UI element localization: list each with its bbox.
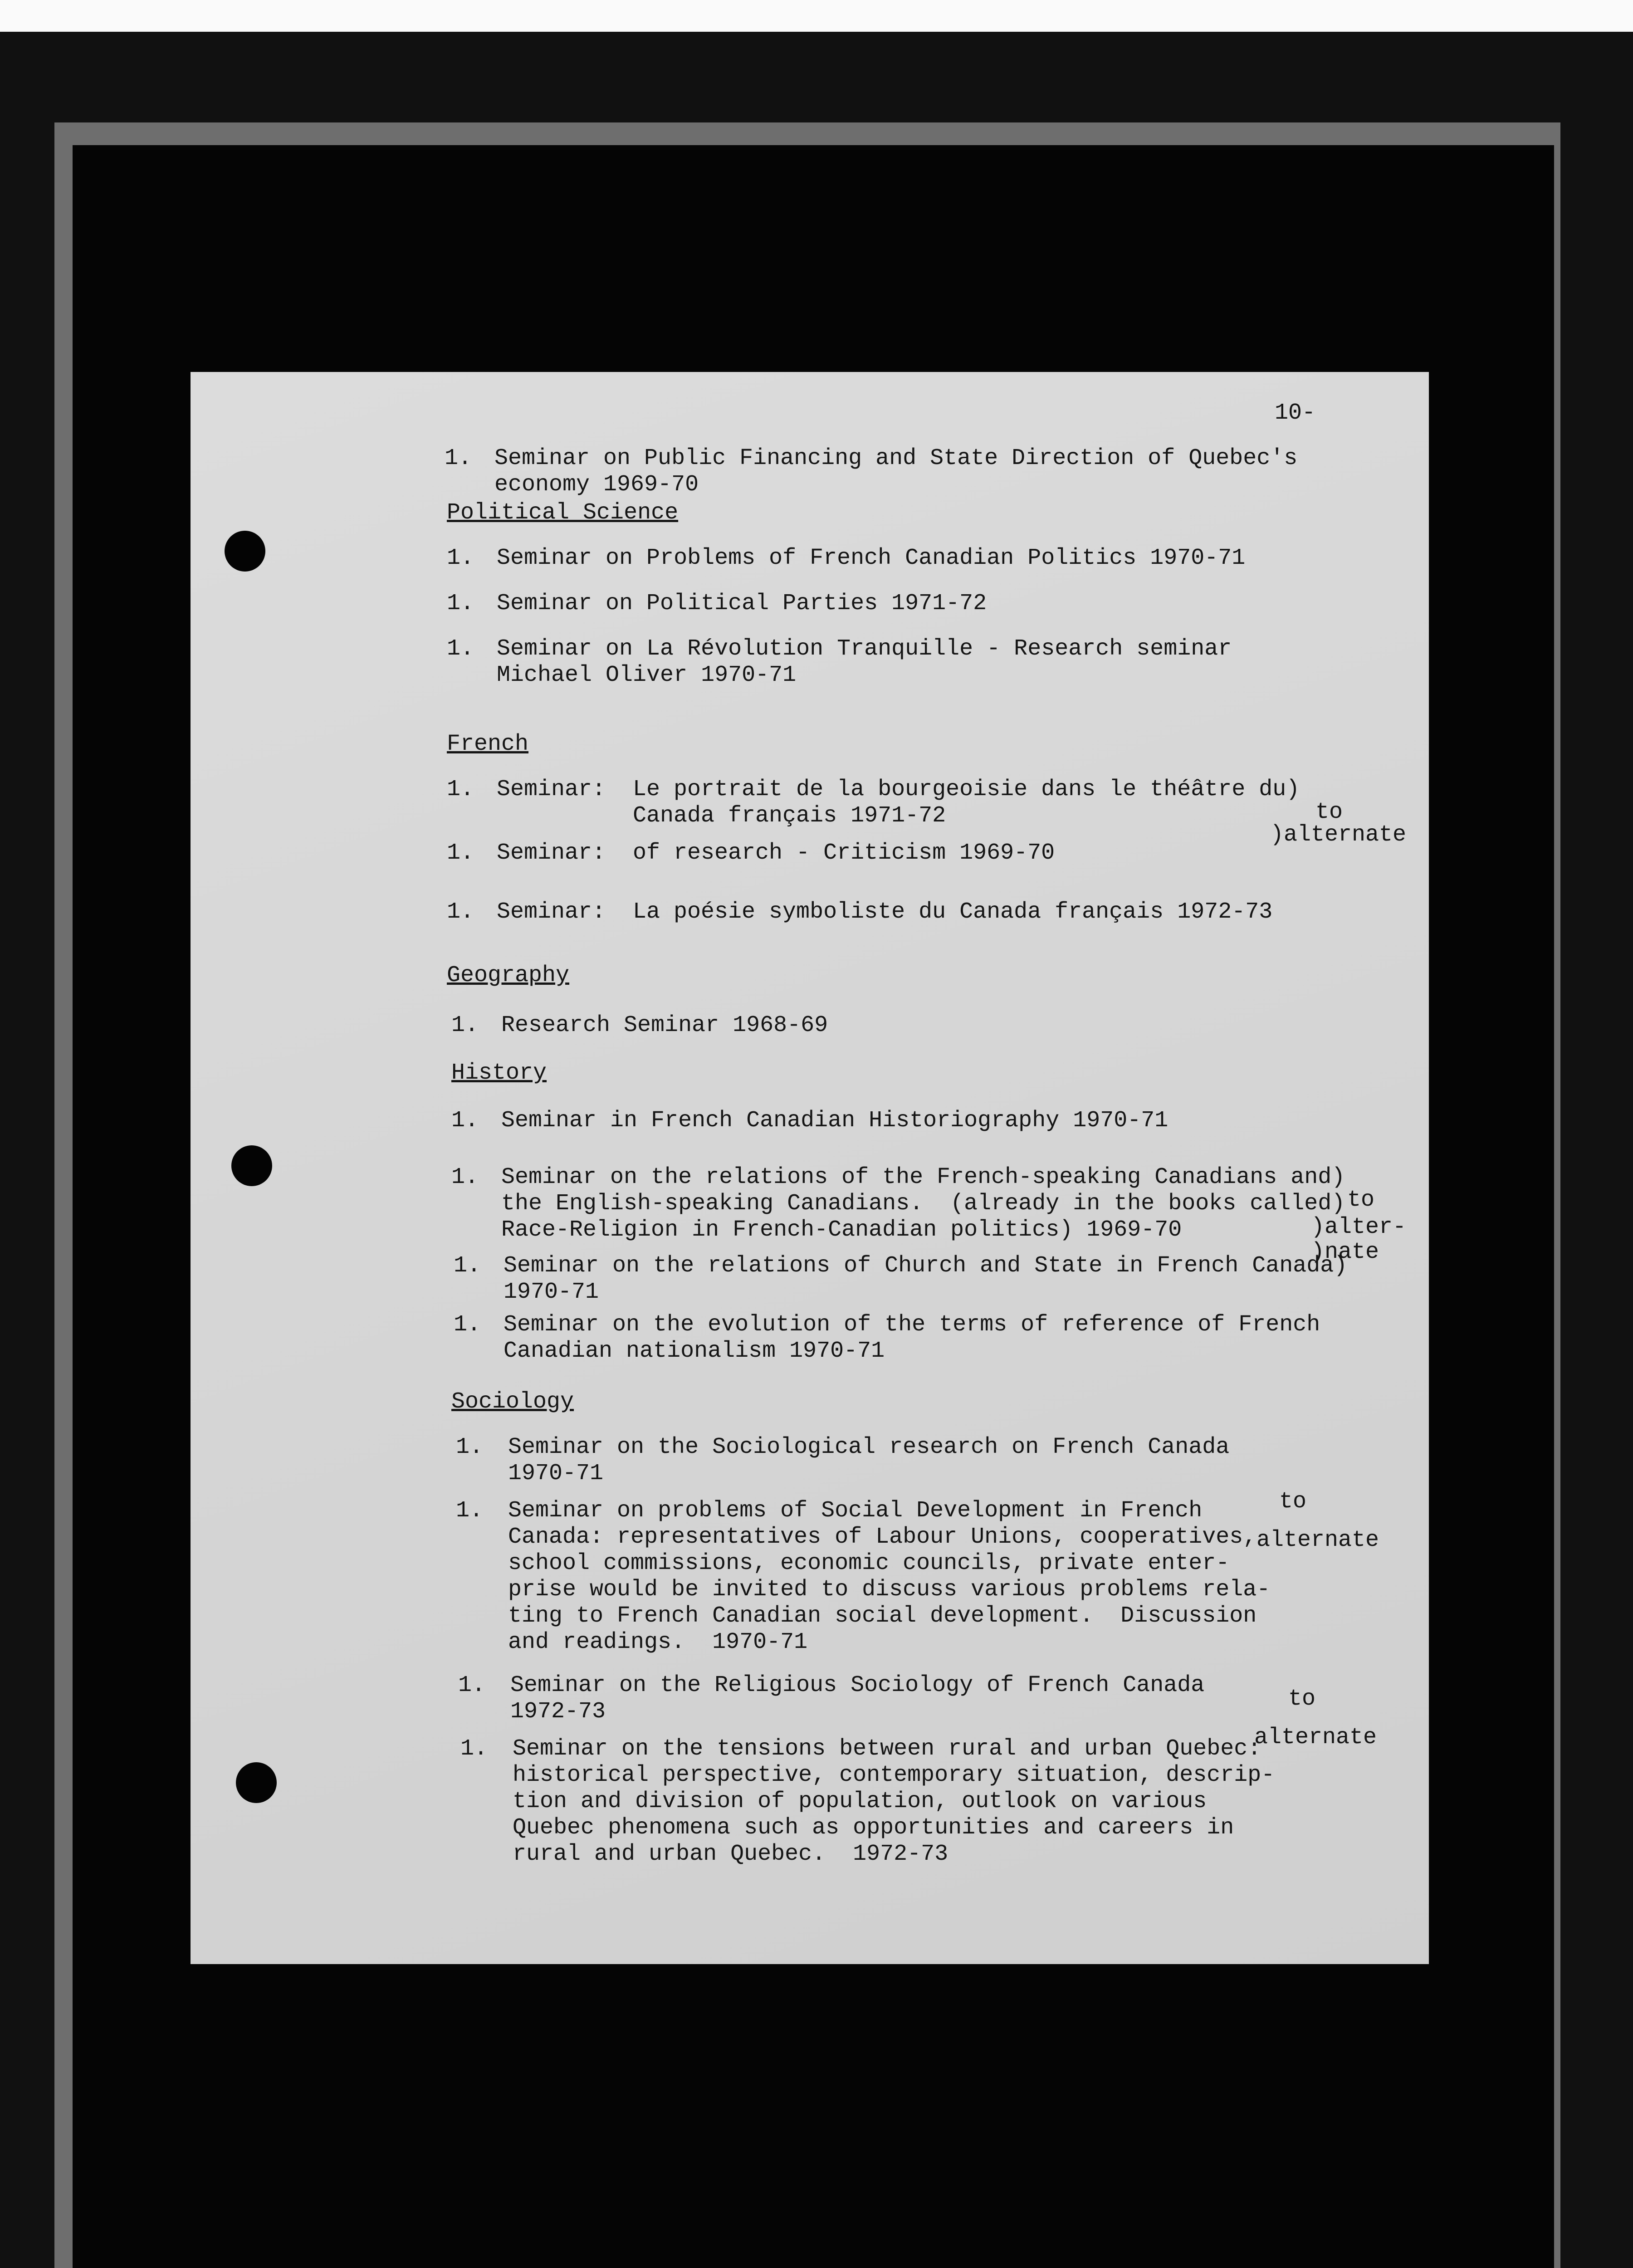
punch-hole-bottom <box>236 1762 277 1803</box>
item-number: 1. <box>458 1672 486 1698</box>
item-label: Seminar: <box>497 777 606 802</box>
item-line: Canadian nationalism 1970-71 <box>504 1338 885 1364</box>
page-number: 10- <box>1275 400 1316 426</box>
item-line: Race-Religion in French-Canadian politics) 1969-70 <box>501 1217 1182 1243</box>
item-line: ting to French Canadian social development. Discussion <box>508 1603 1257 1629</box>
item-line: Seminar on the evolution of the terms of reference of French <box>504 1312 1320 1338</box>
item-line: Quebec phenomena such as opportunities and careers in <box>513 1815 1234 1841</box>
item-line: Seminar on Problems of French Canadian Politics 1970-71 <box>497 545 1246 571</box>
alternate-note: alternate <box>1257 1527 1379 1553</box>
item-number: 1. <box>447 840 474 866</box>
item-number: 1. <box>447 899 474 925</box>
item-line: historical perspective, contemporary situation, descrip- <box>513 1762 1275 1788</box>
item-number: 1. <box>451 1164 479 1190</box>
punch-hole-top <box>225 531 265 572</box>
item-line: Le portrait de la bourgeoisie dans le théâtre du) <box>633 777 1300 802</box>
section-heading-geography: Geography <box>447 963 570 988</box>
item-number: 1. <box>454 1253 481 1279</box>
item-line: Seminar on La Révolution Tranquille - Research seminar <box>497 636 1232 662</box>
item-line: school commissions, economic councils, private enter- <box>508 1550 1230 1576</box>
item-number: 1. <box>451 1012 479 1038</box>
alternate-note: )nate <box>1311 1239 1379 1265</box>
item-line: 1970-71 <box>508 1461 604 1486</box>
item-number: 1. <box>447 545 474 571</box>
section-heading-political-science: Political Science <box>447 500 679 526</box>
item-number: 1. <box>447 591 474 616</box>
item-line: 1972-73 <box>510 1699 606 1725</box>
film-top-edge <box>0 0 1633 32</box>
item-line: economy 1969-70 <box>494 472 699 498</box>
item-number: 1. <box>451 1108 479 1134</box>
item-line: rural and urban Quebec. 1972-73 <box>513 1841 949 1867</box>
item-line: Seminar on the Religious Sociology of French Canada <box>510 1672 1205 1698</box>
item-line: and readings. 1970-71 <box>508 1629 808 1655</box>
item-line: Research Seminar 1968-69 <box>501 1012 828 1038</box>
item-line: Michael Oliver 1970-71 <box>497 662 797 688</box>
alternate-note: )alternate <box>1270 822 1407 848</box>
item-line: Seminar on Public Financing and State Direction of Quebec's <box>494 445 1298 471</box>
document-page <box>191 372 1429 1964</box>
item-line: Seminar on the tensions between rural and urban Quebec: <box>513 1736 1261 1762</box>
item-number: 1. <box>447 777 474 802</box>
alternate-note: to <box>1347 1187 1375 1213</box>
alternate-note: to <box>1288 1686 1316 1712</box>
item-line: 1970-71 <box>504 1279 599 1305</box>
item-line: tion and division of population, outlook on various <box>513 1789 1207 1814</box>
section-heading-sociology: Sociology <box>451 1389 574 1415</box>
item-line: Seminar in French Canadian Historiography 1970-71 <box>501 1108 1169 1134</box>
item-number: 1. <box>454 1312 481 1338</box>
item-number: 1. <box>460 1736 488 1762</box>
alternate-note: )alter- <box>1311 1214 1407 1240</box>
item-line: of research - Criticism 1969-70 <box>633 840 1055 866</box>
item-line: Seminar on the relations of the French-speaking Canadians and) <box>501 1164 1345 1190</box>
item-label: Seminar: <box>497 899 606 925</box>
item-line: Canada: representatives of Labour Unions, cooperatives, <box>508 1524 1257 1550</box>
item-line: Seminar on the relations of Church and State in French Canada) <box>504 1253 1348 1279</box>
item-line: Seminar on Political Parties 1971-72 <box>497 591 987 616</box>
item-line: prise would be invited to discuss various problems rela- <box>508 1577 1271 1603</box>
item-line: the English-speaking Canadians. (already in the books called) <box>501 1191 1345 1217</box>
item-number: 1. <box>456 1434 484 1460</box>
section-heading-history: History <box>451 1060 547 1086</box>
alternate-note: alternate <box>1254 1725 1377 1750</box>
punch-hole-middle <box>231 1145 272 1186</box>
item-number: 1. <box>456 1498 484 1524</box>
item-number: 1. <box>445 445 472 471</box>
item-line: Seminar on problems of Social Development in French <box>508 1498 1203 1524</box>
alternate-note: to <box>1279 1489 1307 1515</box>
item-label: Seminar: <box>497 840 606 866</box>
item-number: 1. <box>447 636 474 662</box>
section-heading-french: French <box>447 731 529 757</box>
item-line: Seminar on the Sociological research on French Canada <box>508 1434 1230 1460</box>
alternate-note: to <box>1315 799 1343 825</box>
item-line: Canada français 1971-72 <box>633 803 946 829</box>
item-line: La poésie symboliste du Canada français 1972-73 <box>633 899 1273 925</box>
